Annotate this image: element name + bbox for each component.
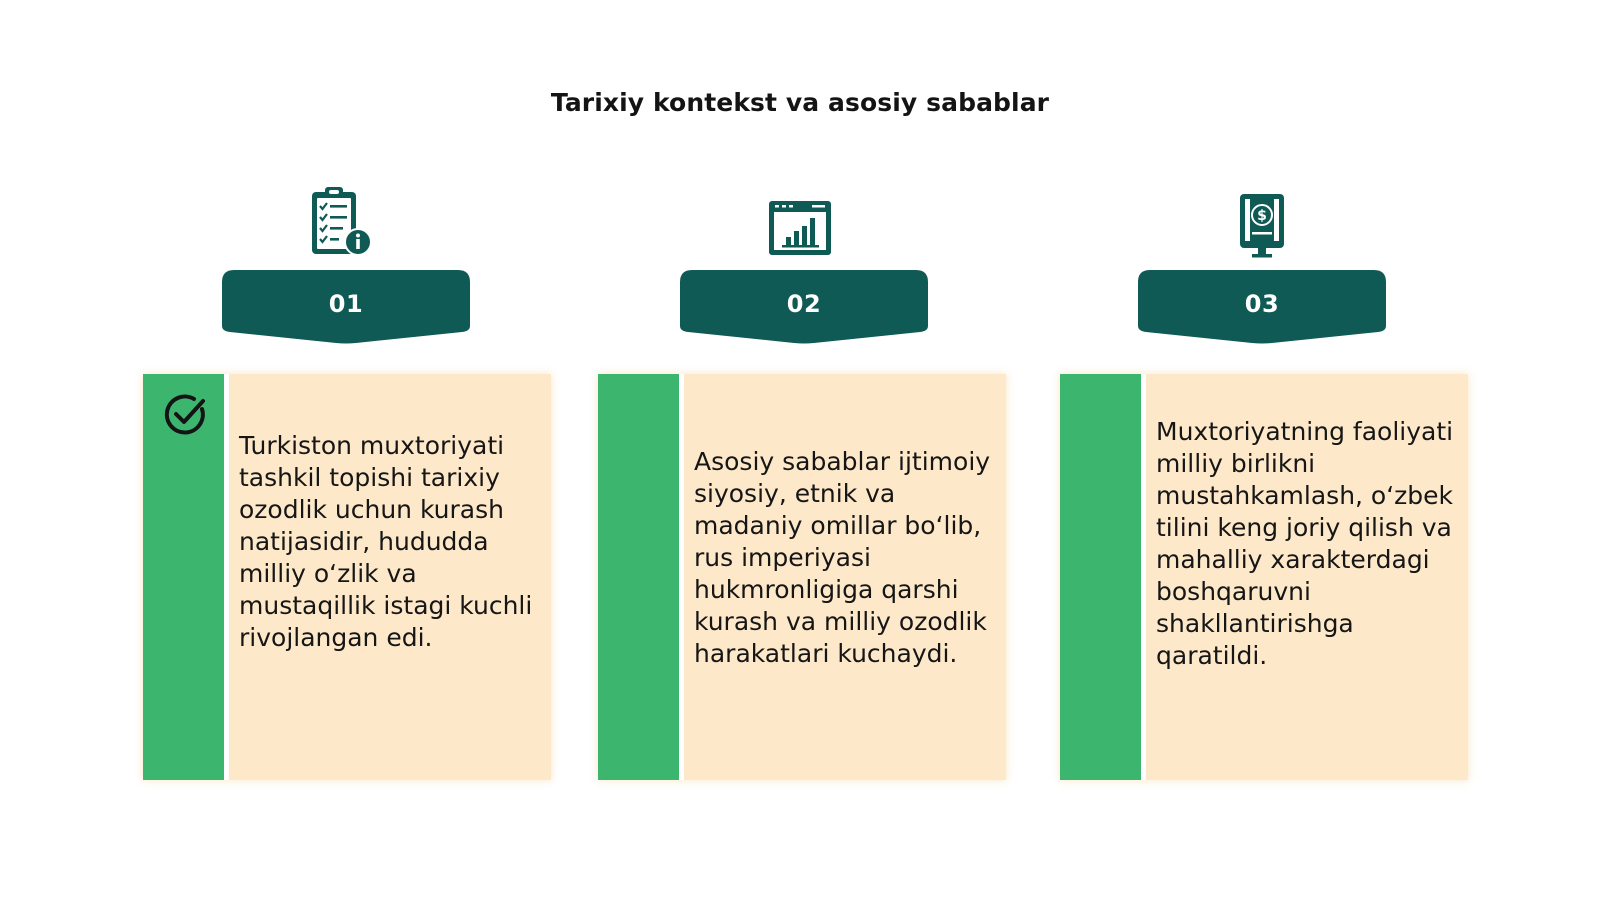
step-description: Turkiston muxtoriyati tashkil topishi tarixiy ozodlik uchun kurash natijasidir, hududda milliy o‘zlik va mustaqillik istagi kuchli rivojlangan edi. <box>239 431 533 652</box>
step-badge-02 <box>680 270 928 354</box>
step-card-03 <box>1060 374 1468 780</box>
step-card-01 <box>143 374 551 780</box>
svg-text:$: $ <box>1257 208 1267 224</box>
check-circle-icon <box>163 392 209 438</box>
monitor-dollar-icon <box>1222 186 1302 266</box>
step-description: Asosiy sabablar ijtimoiy siyosiy, etnik va madaniy omillar bo‘lib, rus imperiyasi hukmronligiga qarshi kurash va milliy ozodlik harakatlari kuchaydi. <box>694 447 991 668</box>
dashboard-bar-chart-icon <box>760 188 840 268</box>
page-title: Tarixiy kontekst va asosiy sabablar <box>550 88 1050 117</box>
step-number: 03 <box>1244 290 1280 318</box>
step-number: 01 <box>328 290 364 318</box>
step-card-02 <box>598 374 1006 780</box>
step-description: Muxtoriyatning faoliyati milliy birlikni mustahkamlash, o‘zbek tilini keng joriy qilish va mahalliy xarakterdagi boshqaruvni shakllantirishga qaratildi. <box>1156 417 1454 670</box>
step-badge-03 <box>1138 270 1386 354</box>
step-number: 02 <box>786 290 822 318</box>
card-accent-bar <box>598 374 679 780</box>
clipboard-checklist-info-icon <box>304 184 384 264</box>
card-accent-bar <box>1060 374 1141 780</box>
step-badge-01 <box>222 270 470 354</box>
